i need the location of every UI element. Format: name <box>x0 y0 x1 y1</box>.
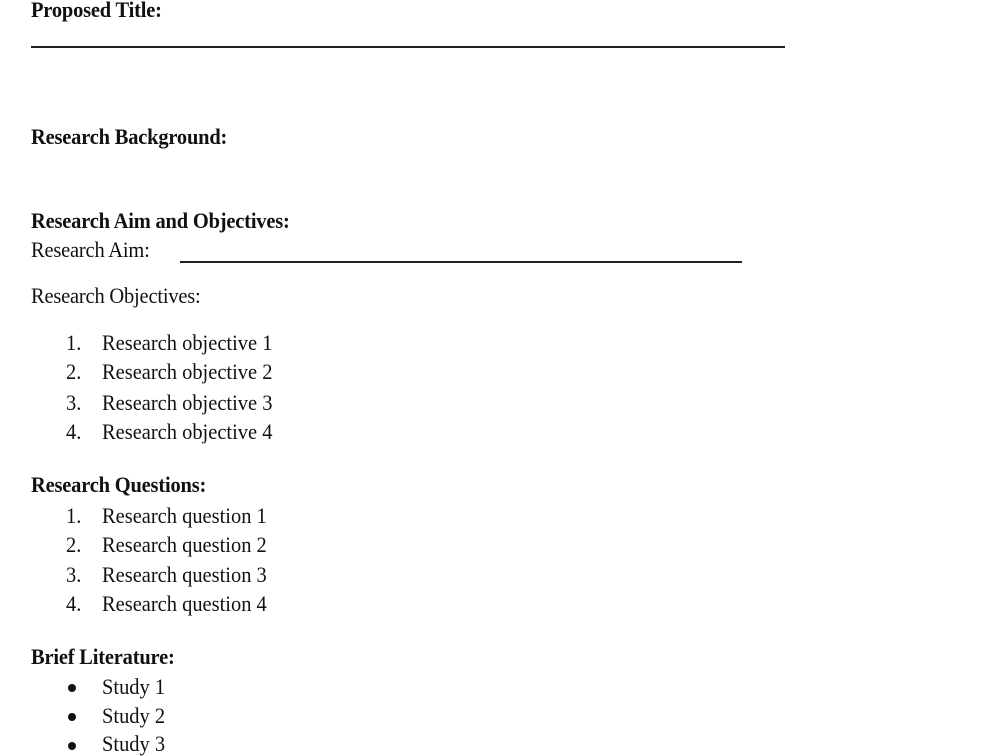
list-item: Research objective 1 <box>102 330 273 355</box>
list-item: Study 1 <box>102 674 166 699</box>
list-number: 2. <box>66 359 82 384</box>
proposed-title-heading: Proposed Title: <box>31 0 162 22</box>
bullet-icon <box>68 742 76 750</box>
list-item: Research objective 2 <box>102 359 273 384</box>
aim-blank-line <box>180 261 742 263</box>
list-item: Research objective 4 <box>102 419 273 444</box>
list-item: Research question 1 <box>102 503 267 528</box>
research-questions-heading: Research Questions: <box>31 472 207 497</box>
list-item: Study 3 <box>102 731 166 756</box>
list-number: 4. <box>66 419 82 444</box>
list-number: 4. <box>66 591 82 616</box>
list-number: 3. <box>66 562 82 587</box>
bullet-icon <box>68 684 76 692</box>
list-number: 3. <box>66 390 82 415</box>
list-item: Research question 2 <box>102 532 267 557</box>
list-number: 1. <box>66 503 82 528</box>
brief-literature-heading: Brief Literature: <box>31 644 175 669</box>
list-item: Research question 3 <box>102 562 267 587</box>
list-number: 1. <box>66 330 82 355</box>
aim-objectives-heading: Research Aim and Objectives: <box>31 208 290 233</box>
research-background-heading: Research Background: <box>31 124 228 149</box>
list-item: Research question 4 <box>102 591 267 616</box>
list-number: 2. <box>66 532 82 557</box>
research-aim-label: Research Aim: <box>31 237 150 262</box>
bullet-icon <box>68 713 76 721</box>
research-objectives-label: Research Objectives: <box>31 283 201 308</box>
list-item: Study 2 <box>102 703 166 728</box>
list-item: Research objective 3 <box>102 390 273 415</box>
title-blank-line <box>31 46 785 48</box>
